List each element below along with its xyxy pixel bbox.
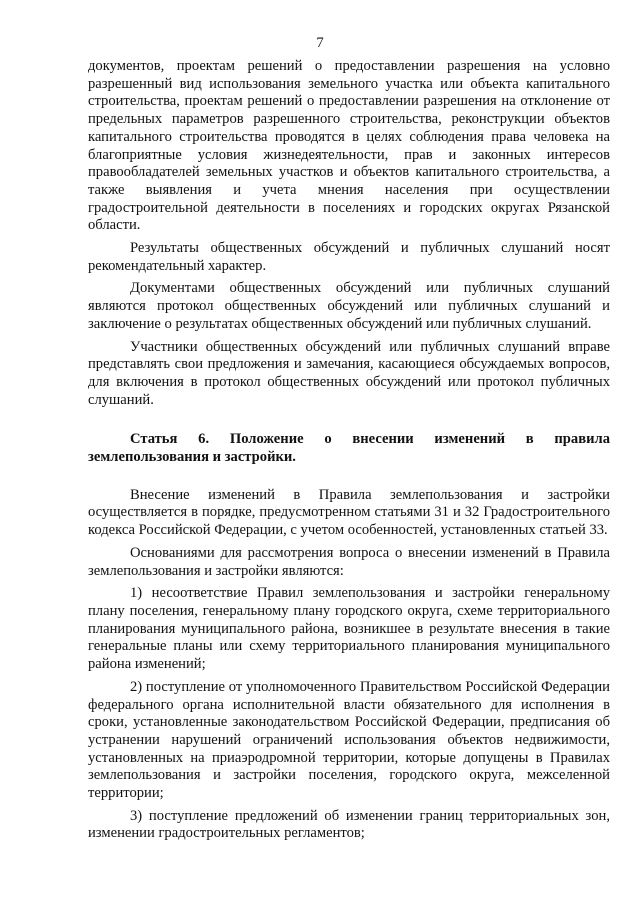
list-item-ground-1: 1) несоответствие Правил землепользования и застройки генеральному плану поселения, генеральному плану городского округа, схеме территориального планирования муниципального района, возникшее в результате внесения в такие генеральные планы или схему территориального планирования муниципального района изменений; (88, 585, 610, 673)
paragraph-documents: Документами общественных обсуждений или публичных слушаний являются протокол общественных обсуждений или публичных слушаний и заключение о результатах общественных обсуждений или публичных слушаний. (88, 280, 610, 332)
document-body (88, 58, 610, 848)
paragraph-grounds-intro: Основаниями для рассмотрения вопроса о внесении изменений в Правила землепользования и застройки являются: (88, 544, 610, 579)
paragraph-results-advisory: Результаты общественных обсуждений и публичных слушаний носят рекомендательный характер. (88, 240, 610, 274)
paragraph-amendment-procedure: Внесение изменений в Правила землепользования и застройки осуществляется в порядке, предусмотренном статьями 31 и 32 Градостроительного кодекса Российской Федерации, с учетом особенностей, установленных статьей 33. (88, 486, 610, 539)
list-item-ground-3: 3) поступление предложений об изменении границ территориальных зон, изменении градостроительных регламентов; (88, 807, 610, 842)
page-number: 7 (316, 35, 324, 51)
paragraph-continuation: документов, проектам решений о предоставлении разрешения на условно разрешенный вид использования земельного участка или объекта капитального строительства, проектам решений о предоставлении разрешения на отклонение от предельных параметров разрешенного строительства, реконструкции объектов капитального строительства проводятся в целях соблюдения права человека на благоприятные условия жизнедеятельности, прав и законных интересов правообладателей земельных участков и объектов капитального строительства, а также выявления и учета мнения населения при осуществлении градостроительной деятельности в поселениях и городских округах Рязанской области. (88, 58, 610, 234)
paragraph-participants: Участники общественных обсуждений или публичных слушаний вправе представлять свои предложения и замечания, касающиеся обсуждаемых вопросов, для включения в протокол общественных обсуждений или протокол публичных слушаний. (88, 338, 610, 408)
list-item-ground-2: 2) поступление от уполномоченного Правительством Российской Федерации федерального органа исполнительной власти обязательного для исполнения в сроки, установленные законодательством Российской Федерации, предписания об устранении нарушений ограничений использования объектов недвижимости, установленных на приаэродромной территории, которые допущены в Правилах землепользования и застройки поселения, городского округа, межселенной территории; (88, 678, 610, 802)
article-heading: Статья 6. Положение о внесении изменений в правила землепользования и застройки. (88, 431, 610, 466)
